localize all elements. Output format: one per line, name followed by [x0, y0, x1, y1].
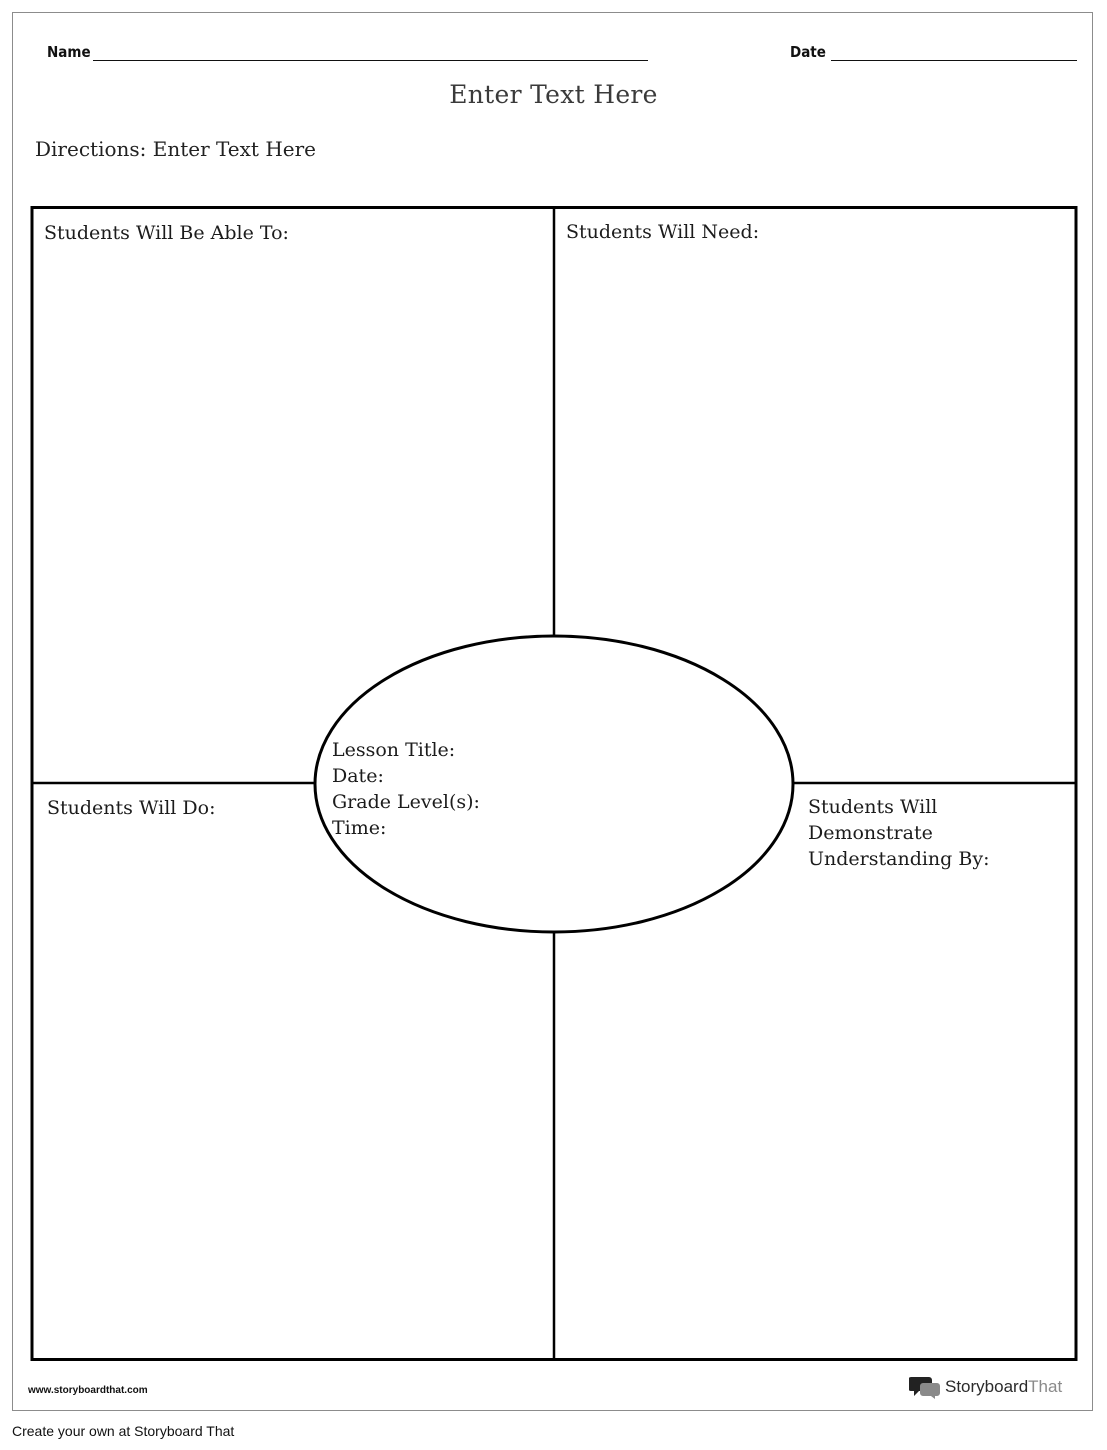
lesson-title-label: Lesson Title:: [332, 739, 456, 761]
time-label: Time:: [332, 817, 387, 839]
date-label: Date: [790, 43, 826, 61]
brand-part1: Storyboard: [945, 1377, 1029, 1396]
bottom-right-line-3: Understanding By:: [808, 848, 990, 870]
grade-level-label: Grade Level(s):: [332, 791, 480, 813]
quadrant-top-left-label: Students Will Be Able To:: [44, 222, 289, 244]
bottom-right-line-2: Demonstrate: [808, 822, 933, 844]
storyboardthat-logo[interactable]: [909, 1374, 1062, 1400]
speech-bubbles-icon: [909, 1375, 941, 1399]
bottom-right-line-1: Students Will: [808, 796, 938, 818]
brand-part2: That: [1028, 1377, 1063, 1396]
brand-wordmark: [945, 1377, 1062, 1397]
worksheet-title: Enter Text Here: [449, 80, 658, 109]
quadrant-top-right-label: Students Will Need:: [566, 221, 760, 243]
quadrant-bottom-left-label: Students Will Do:: [47, 797, 216, 819]
directions-text: Directions: Enter Text Here: [35, 137, 316, 161]
lesson-date-label: Date:: [332, 765, 384, 787]
footer-url[interactable]: www.storyboardthat.com: [28, 1385, 148, 1396]
lesson-info: [332, 737, 480, 841]
create-your-own-caption[interactable]: Create your own at Storyboard That: [12, 1423, 235, 1439]
name-label: Name: [47, 43, 91, 61]
quadrant-bottom-right-label: [808, 794, 989, 872]
